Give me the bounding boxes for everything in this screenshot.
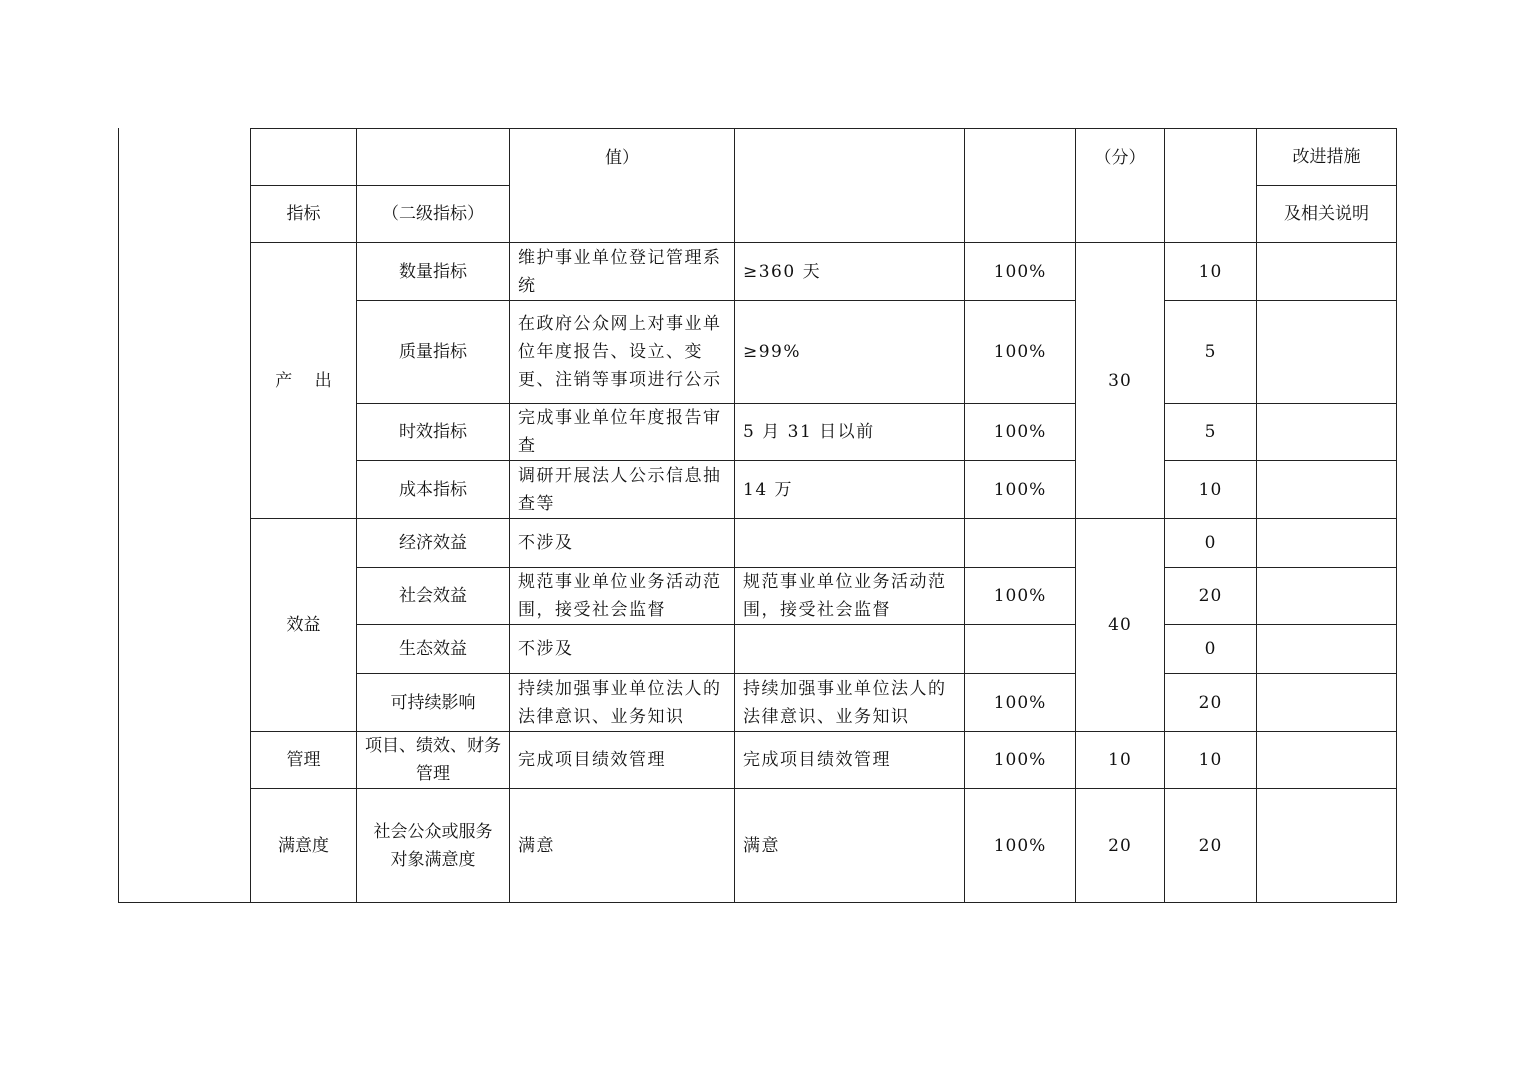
indicator-target: 持续加强事业单位法人的法律意识、业务知识 bbox=[735, 674, 965, 732]
indicator-score: 20 bbox=[1165, 674, 1257, 732]
table-row bbox=[251, 404, 1397, 461]
indicator-target: 完成项目绩效管理 bbox=[735, 732, 965, 789]
indicator-note bbox=[1257, 519, 1397, 568]
indicator-score: 20 bbox=[1165, 568, 1257, 625]
indicator-target: ≥99% bbox=[735, 301, 965, 404]
indicator-name: 数量指标 bbox=[357, 243, 510, 301]
indicator-note bbox=[1257, 404, 1397, 461]
indicator-score: 10 bbox=[1165, 461, 1257, 519]
group-weight-management: 10 bbox=[1076, 732, 1165, 789]
indicator-actual: 100% bbox=[965, 461, 1076, 519]
group-weight-satisfaction: 20 bbox=[1076, 789, 1165, 903]
indicator-actual bbox=[965, 625, 1076, 674]
indicator-content: 规范事业单位业务活动范围，接受社会监督 bbox=[510, 568, 735, 625]
indicator-name: 质量指标 bbox=[357, 301, 510, 404]
indicator-target: 规范事业单位业务活动范围，接受社会监督 bbox=[735, 568, 965, 625]
indicator-score: 5 bbox=[1165, 301, 1257, 404]
group-output: 产 出 bbox=[251, 243, 357, 519]
group-satisfaction: 满意度 bbox=[251, 789, 357, 903]
indicator-actual: 100% bbox=[965, 301, 1076, 404]
indicator-name-line: 社会公众或服务 bbox=[373, 821, 493, 842]
indicator-name: 成本指标 bbox=[357, 461, 510, 519]
table-row bbox=[251, 301, 1397, 404]
indicator-target: 14 万 bbox=[735, 461, 965, 519]
indicator-actual: 100% bbox=[965, 732, 1076, 789]
header-empty-cell bbox=[251, 129, 357, 186]
header-row-1 bbox=[251, 129, 1397, 186]
indicator-actual: 100% bbox=[965, 789, 1076, 903]
indicator-score: 0 bbox=[1165, 519, 1257, 568]
indicator-actual: 100% bbox=[965, 243, 1076, 301]
left-bottom-border bbox=[118, 902, 251, 903]
table-row bbox=[251, 789, 1397, 903]
indicator-score: 20 bbox=[1165, 789, 1257, 903]
group-weight-benefit: 40 bbox=[1076, 519, 1165, 732]
header-empty-cell bbox=[735, 129, 965, 243]
indicator-name: 项目、绩效、财务管理 bbox=[357, 732, 510, 789]
indicator-score: 5 bbox=[1165, 404, 1257, 461]
indicator-note bbox=[1257, 789, 1397, 903]
indicator-note bbox=[1257, 301, 1397, 404]
indicator-content: 维护事业单位登记管理系统 bbox=[510, 243, 735, 301]
indicator-note bbox=[1257, 674, 1397, 732]
header-target-value: 值） bbox=[510, 129, 735, 243]
indicator-content: 在政府公众网上对事业单位年度报告、设立、变更、注销等事项进行公示 bbox=[510, 301, 735, 404]
indicator-name: 经济效益 bbox=[357, 519, 510, 568]
indicator-content: 不涉及 bbox=[510, 625, 735, 674]
table-row bbox=[251, 243, 1397, 301]
indicator-score: 10 bbox=[1165, 732, 1257, 789]
table-row bbox=[251, 568, 1397, 625]
indicator-actual bbox=[965, 519, 1076, 568]
indicator-content: 持续加强事业单位法人的法律意识、业务知识 bbox=[510, 674, 735, 732]
group-benefit: 效益 bbox=[251, 519, 357, 732]
indicator-note bbox=[1257, 568, 1397, 625]
table-row bbox=[251, 461, 1397, 519]
header-empty-cell bbox=[1165, 129, 1257, 243]
header-secondary-indicator: （二级指标） bbox=[357, 186, 510, 243]
indicator-note bbox=[1257, 243, 1397, 301]
indicator-name: 可持续影响 bbox=[357, 674, 510, 732]
indicator-content: 不涉及 bbox=[510, 519, 735, 568]
indicator-target bbox=[735, 519, 965, 568]
indicator-note bbox=[1257, 625, 1397, 674]
header-weight-unit: （分） bbox=[1076, 129, 1165, 243]
indicator-target bbox=[735, 625, 965, 674]
table-row bbox=[251, 732, 1397, 789]
group-management: 管理 bbox=[251, 732, 357, 789]
indicator-actual: 100% bbox=[965, 568, 1076, 625]
header-improvement: 改进措施 bbox=[1257, 129, 1397, 186]
indicator-actual: 100% bbox=[965, 674, 1076, 732]
header-explanation: 及相关说明 bbox=[1257, 186, 1397, 243]
header-empty-cell bbox=[965, 129, 1076, 243]
indicator-name: 时效指标 bbox=[357, 404, 510, 461]
group-weight-output: 30 bbox=[1076, 243, 1165, 519]
indicator-actual: 100% bbox=[965, 404, 1076, 461]
indicator-content: 完成事业单位年度报告审查 bbox=[510, 404, 735, 461]
indicator-content: 调研开展法人公示信息抽查等 bbox=[510, 461, 735, 519]
indicator-content: 满意 bbox=[510, 789, 735, 903]
indicator-score: 0 bbox=[1165, 625, 1257, 674]
indicator-target: 满意 bbox=[735, 789, 965, 903]
indicator-name-line: 对象满意度 bbox=[390, 849, 476, 870]
table-row bbox=[251, 674, 1397, 732]
indicator-note bbox=[1257, 732, 1397, 789]
indicator-name: 社会效益 bbox=[357, 568, 510, 625]
header-empty-cell bbox=[357, 129, 510, 186]
left-page-border bbox=[118, 128, 119, 903]
table-row bbox=[251, 519, 1397, 568]
indicator-name bbox=[357, 789, 510, 903]
indicator-score: 10 bbox=[1165, 243, 1257, 301]
indicator-content: 完成项目绩效管理 bbox=[510, 732, 735, 789]
performance-evaluation-table bbox=[250, 128, 1397, 903]
header-indicator: 指标 bbox=[251, 186, 357, 243]
indicator-note bbox=[1257, 461, 1397, 519]
indicator-name: 生态效益 bbox=[357, 625, 510, 674]
table-row bbox=[251, 625, 1397, 674]
indicator-target: ≥360 天 bbox=[735, 243, 965, 301]
indicator-target: 5 月 31 日以前 bbox=[735, 404, 965, 461]
